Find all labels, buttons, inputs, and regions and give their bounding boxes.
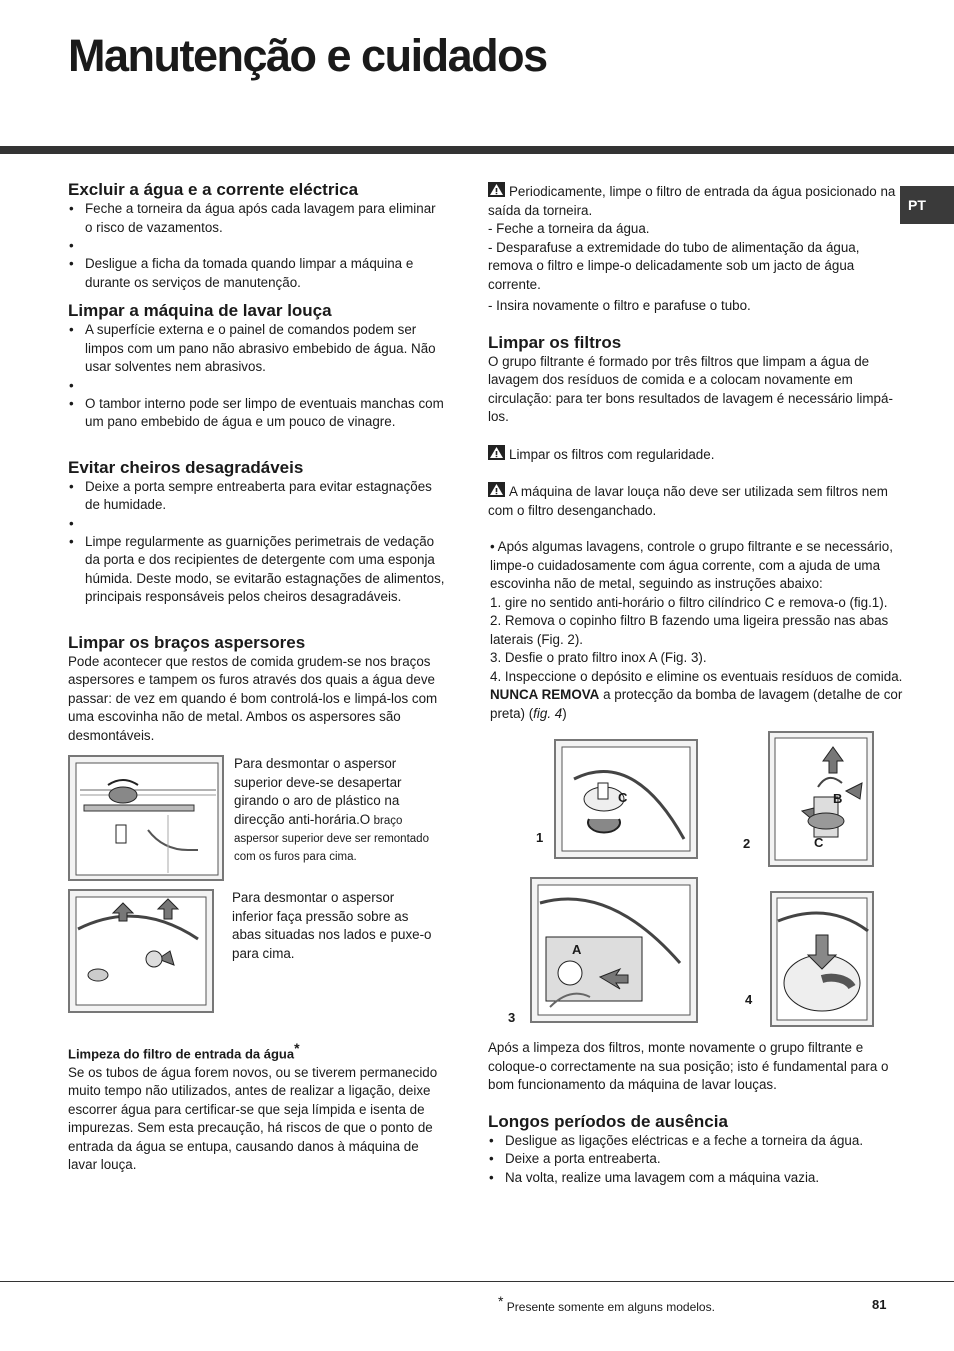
spacer xyxy=(68,515,446,533)
footnote: * Presente somente em alguns modelos. xyxy=(498,1293,715,1314)
list-item: • Feche a torneira da água após cada lavagem para eliminar o risco de vazamentos. xyxy=(68,200,446,237)
lower-spray-arm-illustration xyxy=(68,889,214,1013)
figure-3-illustration xyxy=(530,877,698,1023)
figure-3-number: 3 xyxy=(508,1010,516,1025)
figure-4-number: 4 xyxy=(745,992,753,1007)
filters-body: O grupo filtrante é formado por três filtros que limpam a água de lavagem dos resíduos de comida e a colocam novamente em circulação: para ter bons resultados de lavagem é necessário limpá-los. xyxy=(488,353,893,424)
section-heading-water-power: Excluir a água e a corrente eléctrica xyxy=(68,180,359,199)
warning-icon xyxy=(488,182,505,197)
spacer xyxy=(68,377,446,395)
section-heading-inlet-filter: Limpeza do filtro de entrada da água* xyxy=(68,1040,300,1062)
list-item: • Limpe regularmente as guarnições perimetrais de vedação da porta e dos recipientes de detergente com uma esponja húmida. Deste modo, se evitarão estagnações de alimentos, principais responsáveis pelos cheiros desagradáveis. xyxy=(68,533,446,607)
upper-spray-arm-illustration xyxy=(68,755,224,881)
inlet-para-4: - Insira novamente o filtro e parafuse o tubo. xyxy=(488,298,751,313)
left-column xyxy=(68,180,446,1175)
warning-icon xyxy=(488,445,505,460)
filters-warning-2: A máquina de lavar louça não deve ser utilizada sem filtros nem com o filtro desenganchado. xyxy=(488,484,888,518)
inlet-para-3: - Desparafuse a extremidade do tubo de alimentação da água, remova o filtro e limpe-o delicadamente sob um jacto de água corrente. xyxy=(488,239,860,292)
page-title: Manutenção e cuidados xyxy=(68,30,547,81)
figure-4-illustration xyxy=(770,891,874,1027)
list-item: • Deixe a porta entreaberta. xyxy=(488,1150,906,1169)
list-odors xyxy=(68,478,446,607)
section-heading-odors: Evitar cheiros desagradáveis xyxy=(68,457,304,477)
list-item: • Na volta, realize uma lavagem com a máquina vazia. xyxy=(488,1169,906,1188)
language-tab: PT xyxy=(900,186,954,224)
figure-1-number: 1 xyxy=(536,830,544,845)
list-item: • Deixe a porta sempre entreaberta para evitar estagnações de humidade. xyxy=(68,478,446,515)
filter-figures: C 1 B C 2 A 3 4 xyxy=(488,731,906,1031)
list-water-power xyxy=(68,200,446,292)
section-heading-absence: Longos períodos de ausência xyxy=(488,1111,728,1131)
list-clean-machine xyxy=(68,321,446,432)
list-item: • Desligue as ligações eléctricas e a feche a torneira da água. xyxy=(488,1132,906,1151)
upper-arm-block xyxy=(68,755,446,881)
list-item: • A superfície externa e o painel de comandos podem ser limpos com um pano não abrasivo embebido de água. Não usar solventes nem abrasivos. xyxy=(68,321,446,377)
lower-arm-caption: Para desmontar o aspersor inferior faça pressão sobre as abas situadas nos lados e puxe-o para cima. xyxy=(232,890,432,961)
header-rule xyxy=(0,146,954,154)
section-heading-clean-machine: Limpar a máquina de lavar louça xyxy=(68,301,332,320)
upper-arm-caption: Para desmontar o aspersor superior deve-se desapertar girando o aro de plástico na direcção anti-horária.O braço aspersor superior deve ser remontado com os furos para cima. xyxy=(234,756,429,863)
page-number: 81 xyxy=(872,1297,887,1312)
spray-arms-body: Pode acontecer que restos de comida grudem-se nos braços aspersores e tampem os furos através dos quais a água deve passar: de vez em quando é bom controlá-los e limpá-los com uma escovinha não de metal. Ambos os aspersores são desmontáveis. xyxy=(68,653,438,743)
spacer xyxy=(68,237,446,255)
figure-2-number: 2 xyxy=(743,836,751,851)
after-cleaning-text: Após a limpeza dos filtros, monte novamente o grupo filtrante e coloque-o correctamente na sua posição; isto é fundamental para o bom funcionamento da máquina de lavar louças. xyxy=(488,1040,889,1092)
right-column xyxy=(488,182,906,1187)
footer-rule xyxy=(0,1281,954,1282)
list-item: • Desligue a ficha da tomada quando limpar a máquina e durante os serviços de manutenção. xyxy=(68,255,446,292)
inlet-para-1: Periodicamente, limpe o filtro de entrada da água posicionado na saída da torneira. xyxy=(488,184,896,218)
warning-icon xyxy=(488,482,505,497)
filter-steps: • Após algumas lavagens, controle o grupo filtrante e se necessário, limpe-o cuidadosamente com água corrente, com a ajuda de uma escovinha não de metal, seguindo as instruções abaixo: 1. gire no sentido anti-horário o filtro cilíndrico C e remova-o (fig.1). 2. Remova o copinho filtro B fazendo uma ligeira pressão nas abas laterais (Fig. 2). 3. Desfie o prato filtro inox A (Fig. 3). 4. Inspeccione o depósito e elimine os eventuais resíduos de comida. NUNCA REMOVA a protecção da bomba de lavagem (detalhe de cor preta) (fig. 4) xyxy=(490,539,903,721)
section-heading-spray-arms: Limpar os braços aspersores xyxy=(68,632,306,652)
list-absence xyxy=(488,1132,906,1188)
list-item: • O tambor interno pode ser limpo de eventuais manchas com um pano embebido de água e um pouco de vinagre. xyxy=(68,395,446,432)
inlet-filter-body: Se os tubos de água forem novos, ou se tiverem permanecido muito tempo não utilizados, antes de realizar a ligação, deixe escorrer água para certificar-se que seja límpida e isenta de impurezas. Sem esta precaução, há riscos de que o ponto de entrada da água se entupa, causando danos à máquina de lavar louça. xyxy=(68,1064,438,1173)
inlet-para-2: - Feche a torneira da água. xyxy=(488,221,650,236)
lower-arm-block xyxy=(68,889,446,1013)
filters-warning-1: Limpar os filtros com regularidade. xyxy=(488,445,906,465)
section-heading-filters: Limpar os filtros xyxy=(488,332,622,352)
